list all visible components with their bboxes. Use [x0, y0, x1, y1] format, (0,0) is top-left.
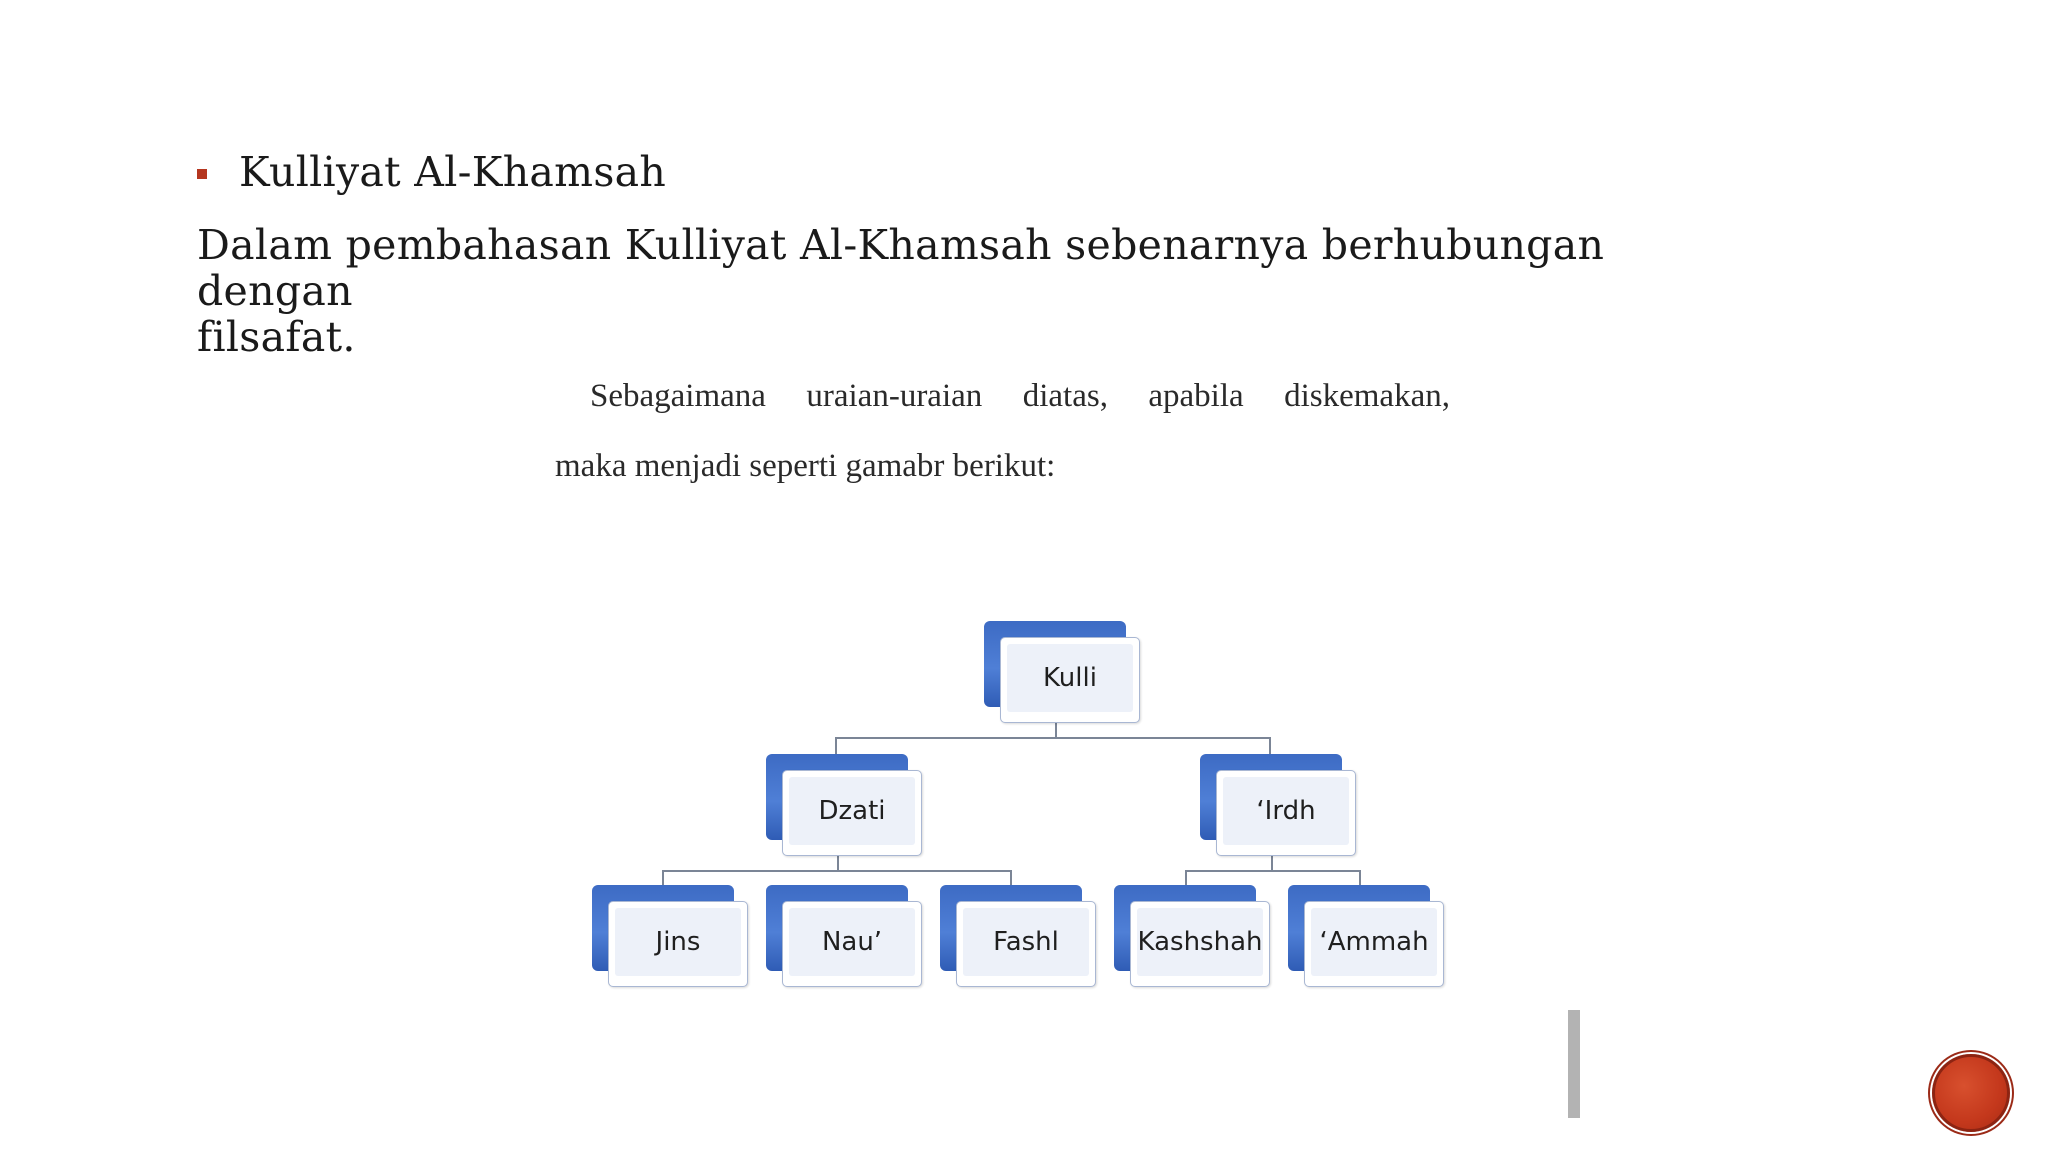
node-label: Nau’ [789, 908, 915, 976]
node-kashshah [1114, 885, 1263, 971]
node-nau [766, 885, 908, 971]
connector-irdh-horizontal [1185, 870, 1361, 872]
paragraph-line-2: filsafat. [197, 313, 356, 361]
connector-dzati-down [837, 855, 839, 871]
node-label: Kulli [1007, 644, 1133, 712]
scanned-word: uraian-uraian [806, 378, 983, 414]
paragraph-line-1: Dalam pembahasan Kulliyat Al-Khamsah sebenarnya berhubungan dengan [197, 221, 1605, 315]
node-label: ‘Ammah [1311, 908, 1437, 976]
node-ammah [1288, 885, 1430, 971]
connector-irdh-down [1271, 855, 1273, 871]
node-kulli [984, 621, 1126, 707]
node-label: Dzati [789, 777, 915, 845]
scanned-word: diatas, [1022, 378, 1108, 414]
connector-dzati-horizontal [662, 870, 1012, 872]
bullet-text: Kulliyat Al-Khamsah [239, 148, 667, 196]
connector-level2-horizontal [835, 737, 1271, 739]
scanned-word: Sebagaimana [590, 378, 766, 414]
node-label: ‘Irdh [1223, 777, 1349, 845]
scanned-word: apabila [1148, 378, 1244, 414]
connector-root-down [1055, 722, 1057, 738]
scanned-word: diskemakan, [1284, 378, 1450, 414]
scrollbar-thumb[interactable] [1568, 1010, 1580, 1118]
next-slide-button[interactable] [1932, 1054, 2010, 1132]
node-label: Fashl [963, 908, 1089, 976]
node-dzati [766, 754, 908, 840]
node-label: Jins [615, 908, 741, 976]
node-irdh [1200, 754, 1342, 840]
node-label: Kashshah [1137, 908, 1263, 976]
node-fashl [940, 885, 1082, 971]
scanned-text-line-2: maka menjadi seperti gamabr berikut: [555, 448, 1056, 484]
node-jins [592, 885, 734, 971]
